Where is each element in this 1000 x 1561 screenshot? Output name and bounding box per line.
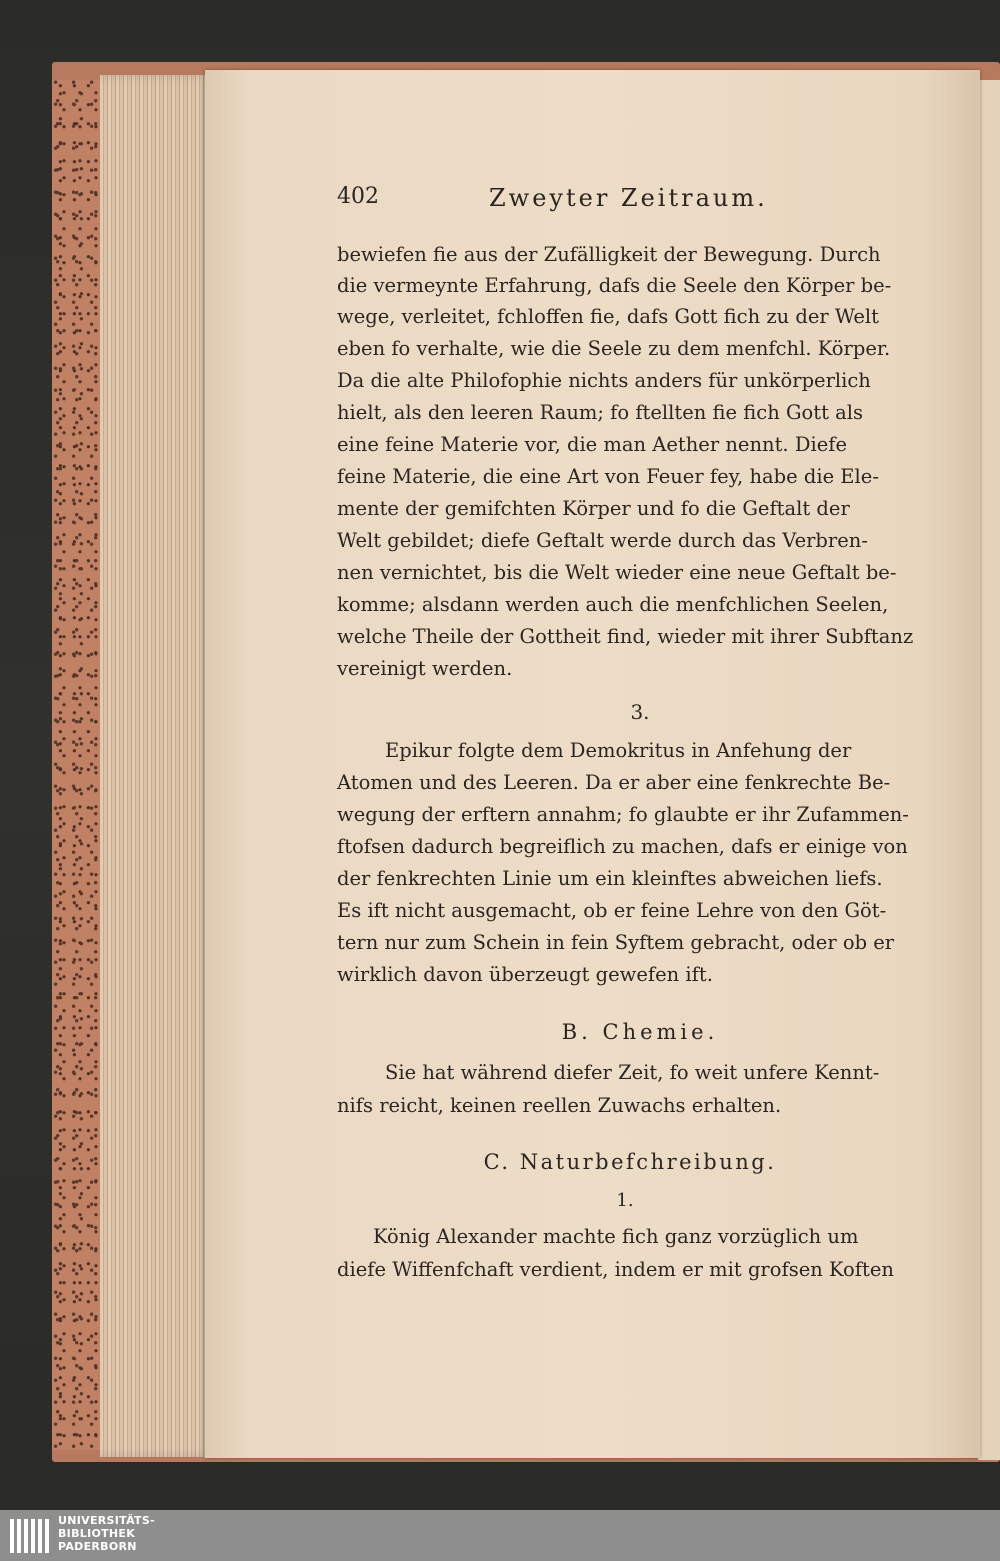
- text-line: Es ift nicht ausgemacht, ob er feine Lehre von den Göt-: [337, 899, 887, 922]
- paragraph-chemie: [337, 1058, 917, 1128]
- text-line: welche Theile der Gottheit find, wieder mit ihrer Subftanz: [337, 625, 914, 648]
- text-line: bewiefen fie aus der Zufälligkeit der Bewegung. Durch: [337, 243, 881, 266]
- paragraph-1: [337, 240, 917, 680]
- text-line: Atomen und des Leeren. Da er aber eine fenkrechte Be-: [337, 771, 891, 794]
- text-line: nifs reicht, keinen reellen Zuwachs erhalten.: [337, 1094, 782, 1117]
- section-heading-chemie: B. Chemie.: [561, 1020, 719, 1044]
- text-line: wegung der erftern annahm; fo glaubte er ihr Zufammen-: [337, 803, 909, 826]
- text-line: vereinigt werden.: [337, 657, 513, 680]
- page-edges: [100, 75, 212, 1457]
- library-logo-text: [58, 1514, 155, 1553]
- text-line: König Alexander machte fich ganz vorzüglich um: [373, 1225, 859, 1248]
- text-line: Da die alte Philofophie nichts anders für unkörperlich: [337, 369, 871, 392]
- text-line: Welt gebildet; diefe Geftalt werde durch das Verbren-: [337, 529, 868, 552]
- text-line: wirklich davon überzeugt gewefen ift.: [337, 963, 713, 986]
- text-line: hielt, als den leeren Raum; fo ftellten fie fich Gott als: [337, 401, 864, 424]
- text-line: eine feine Materie vor, die man Aether nennt. Diefe: [337, 433, 847, 456]
- text-line: die vermeynte Erfahrung, dafs die Seele den Körper be-: [337, 274, 892, 297]
- text-line: Sie hat während diefer Zeit, fo weit unfere Kennt-: [385, 1061, 880, 1084]
- section-heading-naturbeschreibung: C. Naturbefchreibung.: [483, 1150, 777, 1174]
- text-line: ftofsen dadurch begreiflich zu machen, dafs er einige von: [337, 835, 908, 858]
- text-line: wege, verleitet, fchloffen fie, dafs Gott fich zu der Welt: [337, 305, 879, 328]
- library-logo-icon: [8, 1515, 52, 1557]
- running-title: Zweyter Zeitraum.: [489, 184, 768, 212]
- paragraph-epikur: [337, 736, 917, 996]
- facing-page-edge: [978, 80, 1000, 1460]
- paragraph-naturbeschreibung: [337, 1222, 917, 1292]
- text-line: eben fo verhalte, wie die Seele zu dem menfchl. Körper.: [337, 337, 891, 360]
- section-number: 3.: [630, 700, 650, 724]
- section-number: 1.: [616, 1190, 634, 1211]
- logo-line: BIBLIOTHEK: [58, 1527, 136, 1540]
- logo-line: UNIVERSITÄTS-: [58, 1514, 155, 1527]
- text-line: nen vernichtet, bis die Welt wieder eine neue Geftalt be-: [337, 561, 897, 584]
- logo-line: PADERBORN: [58, 1540, 137, 1553]
- text-line: der fenkrechten Linie um ein kleinftes abweichen liefs.: [337, 867, 883, 890]
- text-line: feine Materie, die eine Art von Feuer fey, habe die Ele-: [337, 465, 879, 488]
- text-line: komme; alsdann werden auch die menfchlichen Seelen,: [337, 593, 889, 616]
- text-line: tern nur zum Schein in fein Syftem gebracht, oder ob er: [337, 931, 895, 954]
- page-number: 402: [337, 184, 379, 209]
- text-line: Epikur folgte dem Demokritus in Anfehung der: [385, 739, 852, 762]
- text-line: mente der gemifchten Körper und fo die Geftalt der: [337, 497, 850, 520]
- text-line: diefe Wiffenfchaft verdient, indem er mit grofsen Koften: [337, 1258, 894, 1281]
- running-head: [337, 184, 797, 220]
